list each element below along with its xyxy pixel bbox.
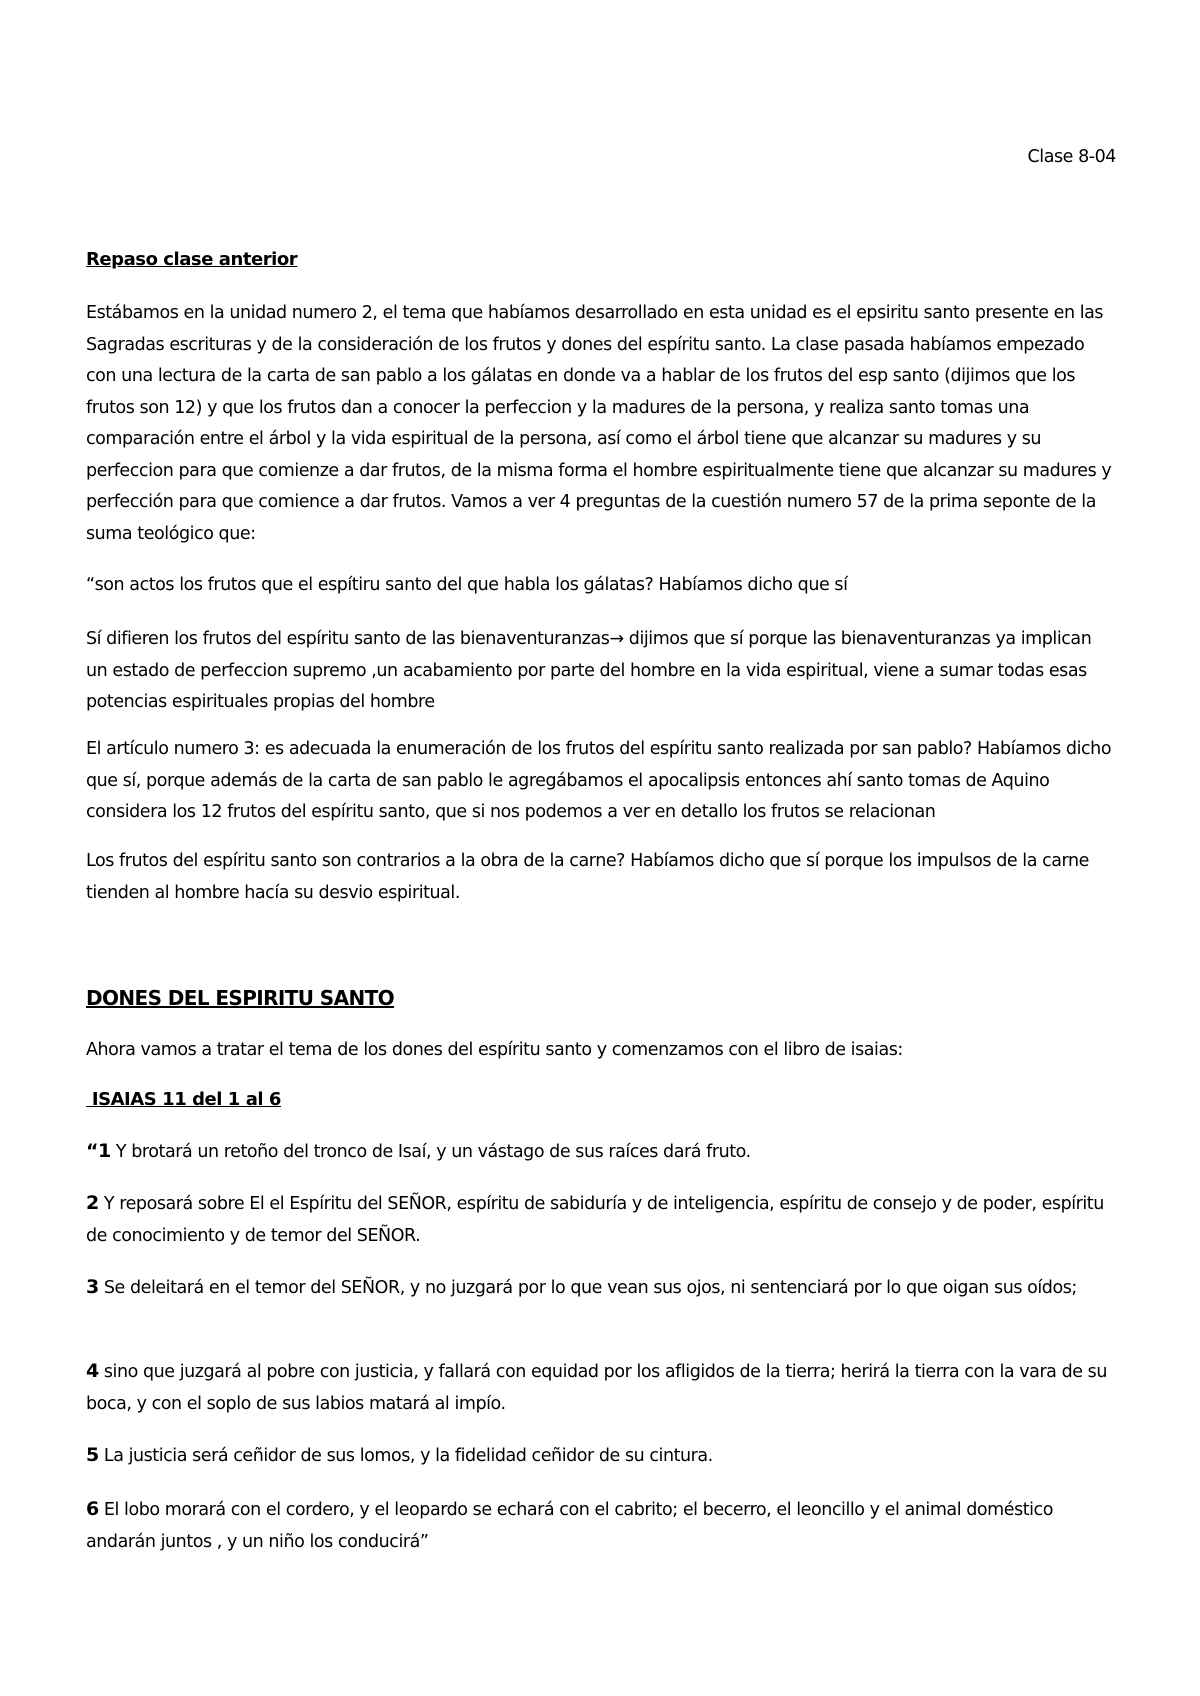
verse-number: “1 — [86, 1140, 111, 1162]
review-paragraph-3: Sí difieren los frutos del espíritu santo de las bienaventuranzas→ dijimos que sí porque las bienaventuranzas ya implican un estado de perfeccion supremo ,un acabamiento por parte del hombre en la vida espiritual, viene a sumar todas esas potencias espirituales propias del hombre — [86, 629, 1092, 712]
review-heading: Repaso clase anterior — [86, 249, 298, 270]
verse-text: Se deleitará en el temor del SEÑOR, y no juzgará por lo que vean sus ojos, ni sentenciará por lo que oigan sus oídos; — [98, 1278, 1077, 1298]
verse-number: 6 — [86, 1498, 99, 1520]
isaias-heading: ISAIAS 11 del 1 al 6 — [86, 1089, 282, 1110]
dones-intro: Ahora vamos a tratar el tema de los dones del espíritu santo y comenzamos con el libro de isaias: — [86, 1040, 903, 1060]
verse-text: Y reposará sobre El el Espíritu del SEÑOR, espíritu de sabiduría y de inteligencia, espíritu de consejo y de poder, espíritu de conocimiento y de temor del SEÑOR. — [86, 1194, 1104, 1246]
verse-number: 5 — [86, 1444, 99, 1466]
verse-text: sino que juzgará al pobre con justicia, y fallará con equidad por los afligidos de la tierra; herirá la tierra con la vara de su boca, y con el soplo de sus labios matará al impío. — [86, 1362, 1107, 1414]
verse-5 — [86, 1440, 1116, 1473]
review-paragraph-2: “son actos los frutos que el espítiru santo del que habla los gálatas? Habíamos dicho que sí — [86, 575, 848, 595]
class-date: Clase 8-04 — [1027, 147, 1116, 167]
verse-6 — [86, 1494, 1116, 1558]
dones-heading: DONES DEL ESPIRITU SANTO — [86, 986, 395, 1010]
verse-1 — [86, 1136, 1116, 1169]
verse-text: Y brotará un retoño del tronco de Isaí, y un vástago de sus raíces dará fruto. — [110, 1142, 751, 1162]
review-paragraph-1: Estábamos en la unidad numero 2, el tema que habíamos desarrollado en esta unidad es el epsiritu santo presente en las Sagradas escrituras y de la consideración de los frutos y dones del espíritu santo. La clase pasada habíamos empezado con una lectura de la carta de san pablo a los gálatas en donde va a hablar de los frutos del esp santo (dijimos que los frutos son 12) y que los frutos dan a conocer la perfeccion y la madures de la persona, y realiza santo tomas una comparación entre el árbol y la vida espiritual de la persona, así como el árbol tiene que alcanzar su madures y su perfeccion para que comienze a dar frutos, de la misma forma el hombre espiritualmente tiene que alcanzar su madures y perfección para que comience a dar frutos. Vamos a ver 4 preguntas de la cuestión numero 57 de la prima seponte de la suma teológico que: — [86, 303, 1112, 544]
verse-text: La justicia será ceñidor de sus lomos, y la fidelidad ceñidor de su cintura. — [98, 1446, 713, 1466]
verse-3 — [86, 1272, 1116, 1305]
verse-number: 2 — [86, 1192, 99, 1214]
verse-number: 4 — [86, 1360, 99, 1382]
review-paragraph-5: Los frutos del espíritu santo son contrarios a la obra de la carne? Habíamos dicho que sí porque los impulsos de la carne tienden al hombre hacía su desvio espiritual. — [86, 851, 1089, 903]
verse-text: El lobo morará con el cordero, y el leopardo se echará con el cabrito; el becerro, el leoncillo y el animal doméstico andarán juntos , y un niño los conducirá” — [86, 1500, 1053, 1552]
review-paragraph-4: El artículo numero 3: es adecuada la enumeración de los frutos del espíritu santo realizada por san pablo? Habíamos dicho que sí, porque además de la carta de san pablo le agregábamos el apocalipsis entonces ahí santo tomas de Aquino considera los 12 frutos del espíritu santo, que si nos podemos a ver en detallo los frutos se relacionan — [86, 739, 1112, 822]
verse-2 — [86, 1188, 1116, 1252]
verse-4 — [86, 1356, 1116, 1420]
verse-number: 3 — [86, 1276, 99, 1298]
